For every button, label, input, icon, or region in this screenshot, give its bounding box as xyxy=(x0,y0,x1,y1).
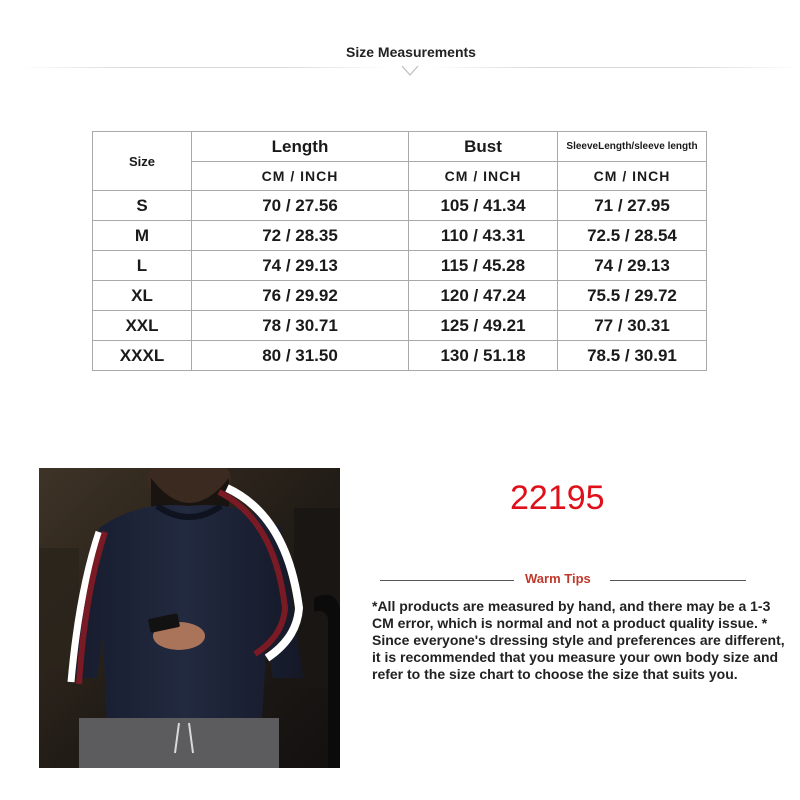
cell-length: 78 / 30.71 xyxy=(192,311,409,341)
cell-size: XXXL xyxy=(93,341,192,371)
tips-divider-right xyxy=(610,580,746,581)
cell-length: 76 / 29.92 xyxy=(192,281,409,311)
cell-sleeve: 74 / 29.13 xyxy=(558,251,707,281)
product-code: 22195 xyxy=(510,479,605,517)
unit-label-bust: CM / INCH xyxy=(409,162,558,191)
table-row xyxy=(93,341,707,371)
header-divider-left xyxy=(20,67,390,68)
chevron-down-icon xyxy=(401,62,419,80)
cell-bust: 105 / 41.34 xyxy=(409,191,558,221)
table-row xyxy=(93,221,707,251)
cell-sleeve: 72.5 / 28.54 xyxy=(558,221,707,251)
unit-label-sleeve: CM / INCH xyxy=(558,162,707,191)
cell-size: S xyxy=(93,191,192,221)
model-wearing-sweatshirt-image xyxy=(39,468,340,768)
table-row xyxy=(93,281,707,311)
warm-tips-text: *All products are measured by hand, and there may be a 1-3 CM error, which is normal and not a product quality issue. * Since everyone's dressing style and preferences are different, it is recommended that you measure your own body size and refer to the size chart to choose the size that suits you. xyxy=(372,598,785,682)
cell-length: 72 / 28.35 xyxy=(192,221,409,251)
cell-length: 74 / 29.13 xyxy=(192,251,409,281)
cell-size: XL xyxy=(93,281,192,311)
cell-sleeve: 71 / 27.95 xyxy=(558,191,707,221)
column-header-length: Length xyxy=(192,132,409,162)
tips-divider-left xyxy=(380,580,514,581)
table-header-row xyxy=(93,132,707,162)
cell-size: M xyxy=(93,221,192,251)
cell-bust: 120 / 47.24 xyxy=(409,281,558,311)
table-row xyxy=(93,311,707,341)
product-photo xyxy=(39,468,340,768)
column-header-sleeve: SleeveLength/sleeve length xyxy=(558,132,707,162)
warm-tips-title: Warm Tips xyxy=(525,571,591,586)
unit-label-length: CM / INCH xyxy=(192,162,409,191)
header-title: Size Measurements xyxy=(346,44,476,60)
cell-bust: 115 / 45.28 xyxy=(409,251,558,281)
cell-sleeve: 78.5 / 30.91 xyxy=(558,341,707,371)
column-header-size: Size xyxy=(93,132,192,191)
cell-sleeve: 75.5 / 29.72 xyxy=(558,281,707,311)
cell-sleeve: 77 / 30.31 xyxy=(558,311,707,341)
size-chart-table xyxy=(92,131,707,371)
cell-length: 80 / 31.50 xyxy=(192,341,409,371)
cell-size: L xyxy=(93,251,192,281)
table-row xyxy=(93,191,707,221)
table-row xyxy=(93,251,707,281)
cell-length: 70 / 27.56 xyxy=(192,191,409,221)
header-divider-right xyxy=(430,67,800,68)
cell-bust: 130 / 51.18 xyxy=(409,341,558,371)
cell-bust: 110 / 43.31 xyxy=(409,221,558,251)
cell-bust: 125 / 49.21 xyxy=(409,311,558,341)
column-header-bust: Bust xyxy=(409,132,558,162)
cell-size: XXL xyxy=(93,311,192,341)
